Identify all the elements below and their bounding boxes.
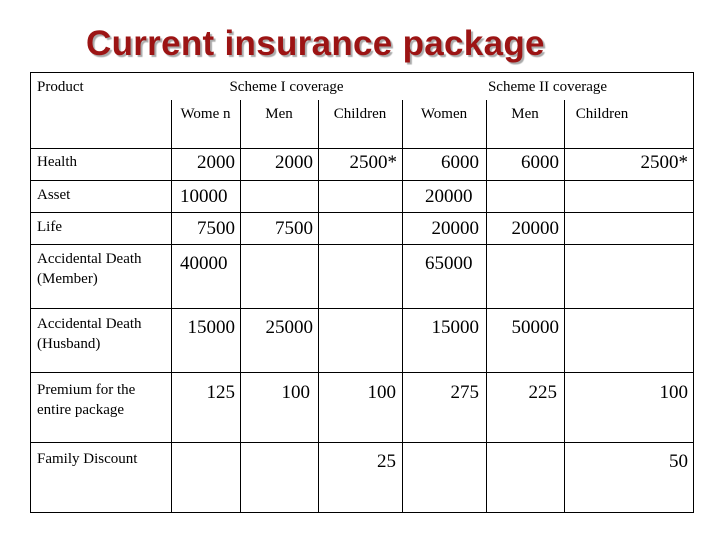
cell-ad-member-s1-women: 40000: [180, 253, 228, 274]
col-divider: [171, 100, 172, 512]
row-label-accidental-death-member: Accidental Death (Member): [37, 251, 142, 287]
cell-ad-husband-s1-women: 15000: [187, 317, 235, 338]
cell-health-s2-children: 2500*: [640, 152, 688, 173]
col-divider: [318, 100, 319, 512]
row-label-accidental-death-husband: Accidental Death (Husband): [37, 316, 142, 352]
cell-life-s2-men: 20000: [511, 218, 559, 239]
cell-discount-scheme2: 50: [669, 451, 688, 472]
col-divider: [240, 100, 241, 512]
row-label-family-discount: Family Discount: [37, 451, 138, 467]
product-header: Product: [37, 79, 84, 95]
cell-ad-member-s2-women: 65000: [425, 253, 473, 274]
scheme1-header: Scheme I coverage: [229, 79, 344, 95]
scheme2-header: Scheme II coverage: [487, 79, 608, 95]
scheme2-children-header: Children: [575, 106, 629, 122]
row-divider: [30, 212, 694, 213]
row-label-life: Life: [37, 219, 62, 235]
cell-premium-s1-women: 125: [206, 382, 235, 403]
row-label-health: Health: [37, 154, 77, 170]
cell-premium-s1-children: 100: [367, 382, 396, 403]
page-title: Current insurance package: [86, 24, 545, 63]
col-divider: [486, 100, 487, 512]
cell-ad-husband-s2-men: 50000: [511, 317, 559, 338]
scheme2-men-header: Men: [511, 106, 539, 122]
cell-health-s2-men: 6000: [521, 152, 559, 173]
row-divider: [30, 372, 694, 373]
cell-health-s2-women: 6000: [441, 152, 479, 173]
cell-life-s2-women: 20000: [431, 218, 479, 239]
cell-life-s1-women: 7500: [197, 218, 235, 239]
insurance-table: [30, 72, 694, 512]
table-border-bottom: [30, 512, 694, 513]
cell-premium-s2-men: 225: [528, 382, 557, 403]
row-divider: [30, 308, 694, 309]
cell-life-s1-men: 7500: [275, 218, 313, 239]
cell-health-s1-children: 2500*: [349, 152, 397, 173]
scheme2-women-header: Women: [420, 106, 468, 122]
scheme1-men-header: Men: [265, 106, 293, 122]
row-divider: [30, 148, 694, 149]
cell-health-s1-women: 2000: [197, 152, 235, 173]
cell-asset-s1-women: 10000: [180, 186, 228, 207]
row-divider: [30, 442, 694, 443]
cell-premium-s2-children: 100: [659, 382, 688, 403]
row-divider: [30, 180, 694, 181]
cell-discount-scheme1: 25: [377, 451, 396, 472]
cell-premium-s2-women: 275: [450, 382, 479, 403]
table-border-right: [693, 72, 694, 512]
row-label-premium: Premium for the entire package: [37, 382, 136, 418]
col-divider: [402, 100, 403, 512]
scheme1-children-header: Children: [333, 106, 387, 122]
cell-ad-husband-s1-men: 25000: [265, 317, 313, 338]
table-border-left: [30, 72, 31, 512]
table-border-top: [30, 72, 694, 73]
row-label-asset: Asset: [37, 187, 71, 203]
cell-ad-husband-s2-women: 15000: [431, 317, 479, 338]
row-divider: [30, 244, 694, 245]
cell-premium-s1-men: 100: [281, 382, 310, 403]
col-divider: [564, 100, 565, 512]
scheme1-women-header: Wome n: [180, 106, 231, 122]
cell-health-s1-men: 2000: [275, 152, 313, 173]
cell-asset-s2-women: 20000: [425, 186, 473, 207]
